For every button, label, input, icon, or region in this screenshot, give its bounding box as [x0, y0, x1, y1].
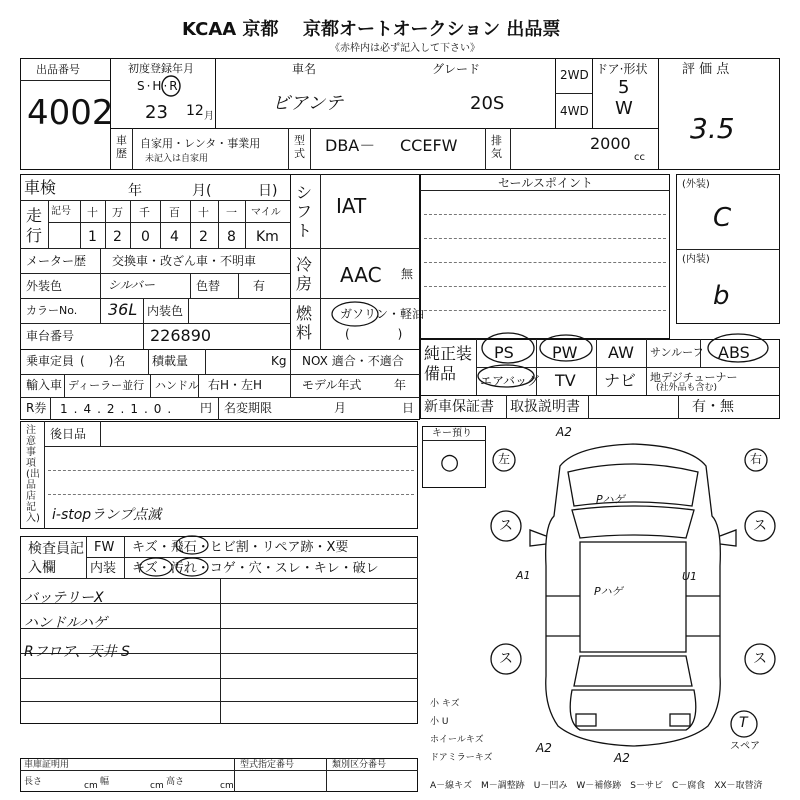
capacity-label: 乗車定員 [26, 354, 75, 368]
color-no-value: 36L [108, 300, 138, 319]
equip-aw: AW [608, 343, 634, 362]
meter-options: 交換車・改ざん車・不明車 [112, 254, 257, 268]
left-side-label: 左 [498, 452, 511, 466]
history-options: 自家用・レンタ・事業用 [140, 137, 261, 150]
grade-value: 20S [470, 93, 505, 114]
registration-year: 23 [145, 102, 168, 123]
model-prefix: DBA－ [325, 136, 376, 155]
chassis-number: 226890 [150, 326, 212, 345]
drive-4wd: 4WD [560, 104, 589, 118]
evaluation-label: 評 価 点 [682, 62, 730, 77]
spare-value: T [739, 715, 748, 731]
fuel-options: ガソリン・軽油 [340, 307, 425, 321]
doors-value: 5 [618, 77, 630, 98]
inspection-label: 車検 [24, 178, 57, 197]
registration-month: 12 [186, 103, 204, 119]
page-title: 京都オートオークション 出品票 [303, 19, 561, 40]
tire-mark: ス [753, 651, 767, 667]
selling-points-label: セールスポイント [498, 176, 593, 190]
ac-value: AAC [340, 263, 382, 287]
owner-manual: 取扱説明書 [510, 399, 580, 415]
equip-tv: TV [555, 371, 576, 390]
recycle-value: 1.4.2.1.0. [60, 402, 178, 416]
interior-grade: b [713, 281, 730, 311]
fuel-circle [330, 300, 380, 328]
tire-mark: ス [753, 518, 767, 534]
registration-era: S·H·R [137, 79, 180, 93]
mileage-digit: 8 [227, 229, 236, 245]
equip-abs: ABS [718, 343, 750, 362]
mileage-digit: 2 [113, 229, 122, 245]
legend-codes: A－線キズ M－調整跡 U－凹み W－補修跡 S－サビ C－腐食 XX－取替済 [430, 781, 763, 791]
damage-mark: A1 [516, 569, 531, 582]
equip-pw: PW [552, 343, 578, 362]
drive-2wd: 2WD [560, 68, 589, 82]
mileage-label: 走行 [26, 206, 43, 245]
tire-mark: ス [499, 518, 513, 534]
doors-label: ドア·形状 [596, 62, 648, 76]
checker-line-1: バッテリーX [24, 590, 104, 606]
notes-text: i-stopランプ点滅 [52, 507, 162, 523]
warranty-book: 新車保証書 [424, 399, 494, 415]
displacement-label: 排気 [491, 134, 502, 160]
entry-number: 4002 [27, 93, 114, 133]
checker-line-3: Rフロア、天井 S [24, 644, 130, 660]
ac-label: 冷房 [296, 255, 313, 293]
mileage-digit: 4 [170, 229, 179, 245]
car-damage-diagram [486, 426, 780, 766]
checker-circles [140, 535, 250, 580]
registration-label: 初度登録年月 [128, 62, 194, 75]
key-value: ○ [440, 450, 460, 475]
entry-label: 出品番号 [36, 63, 80, 76]
history-note: 未記入は自家用 [145, 154, 209, 164]
grade-label: グレード [432, 62, 481, 76]
right-side-label: 右 [750, 452, 763, 466]
exterior-grade: C [713, 203, 732, 233]
selling-points [420, 174, 670, 339]
equip-ps: PS [494, 343, 514, 362]
damage-mark: Pハゲ [594, 585, 623, 598]
page-subtitle: 《赤枠内は必ず記入して下さい》 [330, 43, 480, 54]
exterior-color: シルバー [108, 278, 155, 292]
tire-mark: ス [499, 651, 513, 667]
mileage-digit: 1 [88, 229, 97, 245]
era-circle [160, 74, 182, 98]
nox-label: NOX 適合・不適合 [302, 354, 404, 368]
recycle-label: R券 [26, 401, 47, 415]
checker-label: 検査員記入欄 [28, 541, 84, 576]
equipment-circles [478, 330, 778, 390]
after-items-label: 後日品 [50, 427, 87, 441]
shift-label: シフト [296, 183, 313, 240]
damage-mark: A2 [536, 741, 552, 755]
equip-navi: ナビ [604, 371, 637, 390]
model-label: 型式 [294, 134, 305, 160]
displacement-value: 2000 [590, 134, 631, 153]
damage-mark: Pハゲ [596, 493, 625, 506]
equipment-label: 純正装備品 [424, 344, 473, 383]
shift-value: IAT [336, 194, 367, 218]
fuel-label: 燃料 [296, 304, 313, 342]
shape-value: W [615, 98, 633, 119]
damage-mark: A2 [556, 425, 572, 439]
mileage-digit: 2 [199, 229, 208, 245]
interior-options: キズ・汚れ・コゲ・穴・スレ・キレ・破レ [132, 561, 379, 576]
fw-options: キズ・飛石・ヒビ割・リペア跡・X要 [132, 540, 349, 555]
evaluation-score: 3.5 [690, 112, 735, 145]
exterior-label: 外装色 [26, 279, 63, 293]
color-no-label: カラーNo. [26, 304, 78, 317]
logo: KCAA 京都 [182, 19, 279, 40]
equip-sunroof: サンルーフ [650, 346, 704, 359]
import-label: 輸入車 [26, 378, 63, 392]
checker-line-2: ハンドルハゲ [24, 615, 108, 631]
spare-label: スペア [730, 741, 760, 752]
history-label: 車歴 [116, 134, 127, 160]
meter-label: メーター歴 [26, 254, 87, 268]
damage-mark: U1 [682, 570, 698, 583]
damage-mark: A2 [614, 751, 630, 765]
chassis-label: 車台番号 [26, 329, 75, 343]
notes-label: 注意事項(出品店記入) [26, 425, 40, 524]
mileage-digit: 0 [141, 229, 150, 245]
car-name-value: ビアンテ [272, 93, 344, 114]
equip-airbag: エアバッグ [480, 374, 540, 388]
model-value: CCEFW [400, 136, 458, 155]
car-name-label: 車名 [292, 62, 317, 76]
